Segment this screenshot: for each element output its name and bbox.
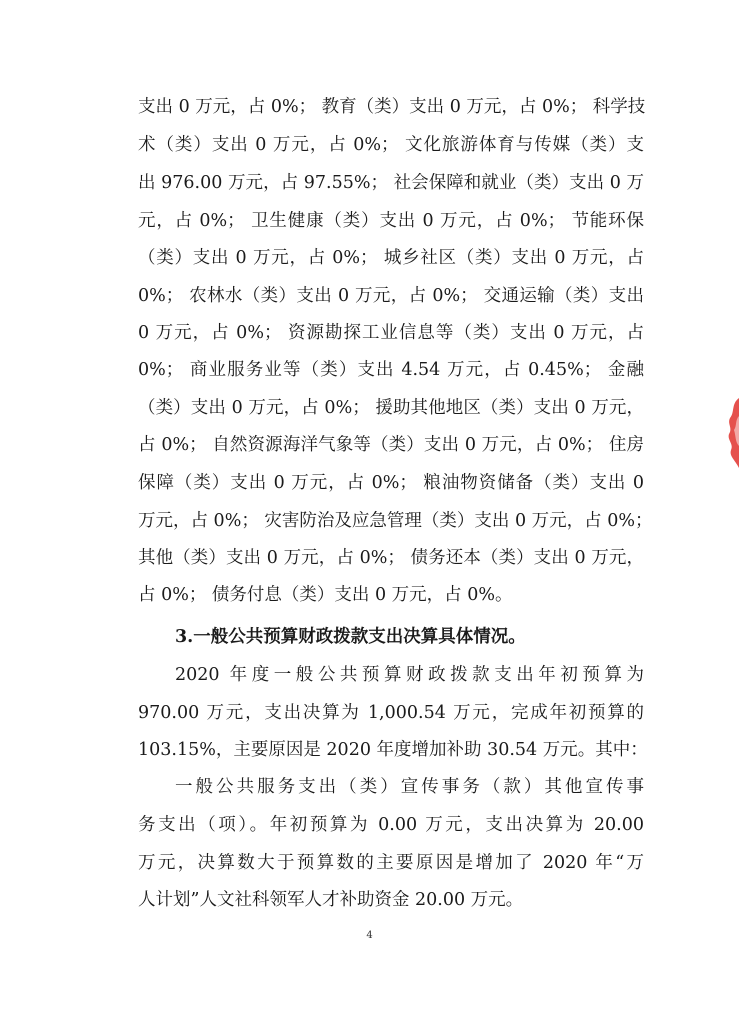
text-line: 保障（类）支出 0 万元，占 0%； 粮油物资储备（类）支出 0 bbox=[138, 473, 644, 493]
text-line: 970.00 万元，支出决算为 1,000.54 万元，完成年初预算的 bbox=[138, 703, 644, 723]
text-line: 其他（类）支出 0 万元，占 0%； 债务还本（类）支出 0 万元， bbox=[138, 548, 644, 568]
seal-edge-mark bbox=[727, 398, 739, 468]
text-line: 103.15%，主要原因是 2020 年度增加补助 30.54 万元。其中： bbox=[138, 740, 648, 760]
text-line: 2020 年度一般公共预算财政拨款支出年初预算为 bbox=[175, 665, 644, 685]
text-line: 支出 0 万元，占 0%； 教育（类）支出 0 万元，占 0%； 科学技 bbox=[138, 97, 646, 117]
text-line: 0%； 农林水（类）支出 0 万元，占 0%； 交通运输（类）支出 bbox=[138, 286, 644, 306]
text-line: 占 0%； 债务付息（类）支出 0 万元，占 0%。 bbox=[138, 585, 513, 605]
section-heading: 3.一般公共预算财政拨款支出决算具体情况。 bbox=[175, 627, 526, 647]
text-line: 占 0%； 自然资源海洋气象等（类）支出 0 万元，占 0%； 住房 bbox=[138, 435, 644, 455]
text-line: 0 万元，占 0%； 资源勘探工业信息等（类）支出 0 万元，占 bbox=[138, 323, 644, 343]
text-line: 元，占 0%； 卫生健康（类）支出 0 万元，占 0%； 节能环保 bbox=[138, 211, 644, 231]
text-line: （类）支出 0 万元，占 0%； 援助其他地区（类）支出 0 万元， bbox=[138, 398, 644, 418]
page-number: 4 bbox=[366, 930, 373, 941]
text-line: 万元，占 0%； 灾害防治及应急管理（类）支出 0 万元，占 0%； bbox=[138, 511, 653, 531]
text-line: 出 976.00 万元，占 97.55%； 社会保障和就业（类）支出 0 万 bbox=[138, 173, 644, 193]
text-line: 万元，决算数大于预算数的主要原因是增加了 2020 年“万 bbox=[138, 853, 644, 873]
text-line: 人计划”人文社科领军人才补助资金 20.00 万元。 bbox=[138, 890, 524, 910]
text-line: 0%； 商业服务业等（类）支出 4.54 万元，占 0.45%； 金融 bbox=[138, 360, 644, 380]
text-line: 一般公共服务支出（类）宣传事务（款）其他宣传事 bbox=[175, 777, 644, 797]
text-line: 务支出（项）。年初预算为 0.00 万元，支出决算为 20.00 bbox=[138, 815, 644, 835]
text-line: 术（类）支出 0 万元，占 0%； 文化旅游体育与传媒（类）支 bbox=[138, 135, 644, 155]
text-line: （类）支出 0 万元，占 0%； 城乡社区（类）支出 0 万元，占 bbox=[138, 248, 644, 268]
